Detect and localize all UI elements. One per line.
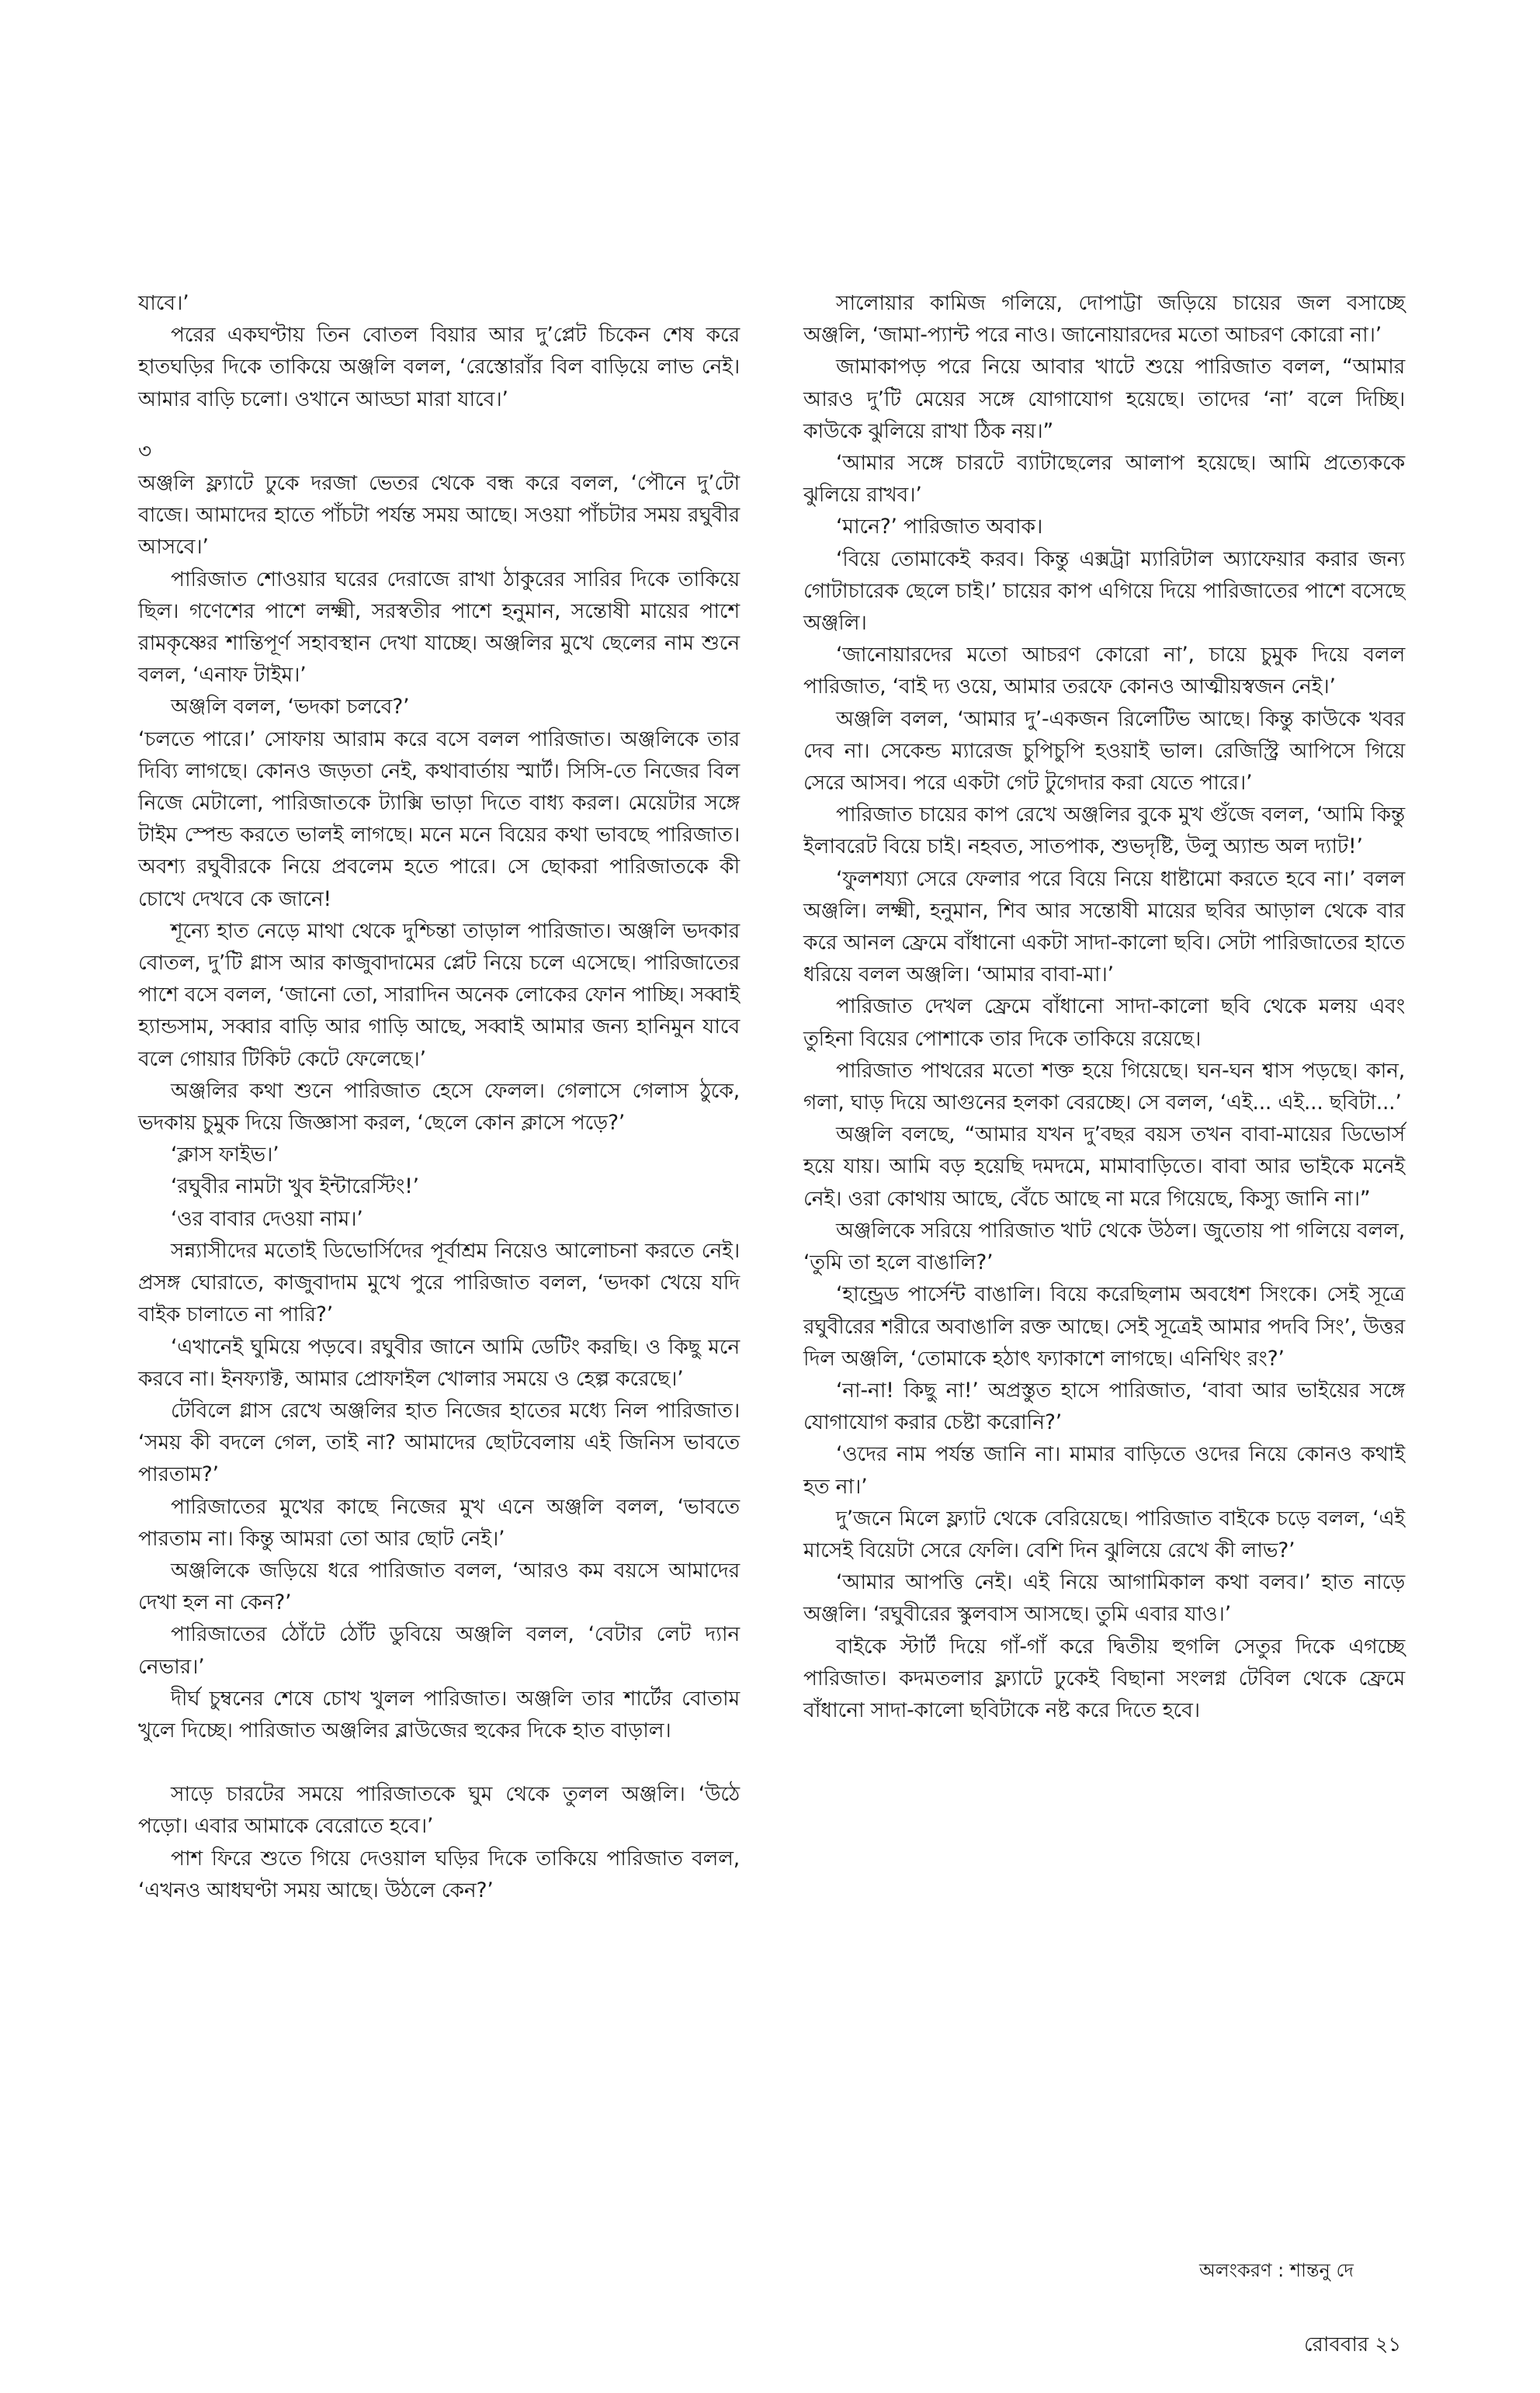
paragraph: ‘এখানেই ঘুমিয়ে পড়বে। রঘুবীর জানে আমি ডেটিং করছি। ও কিছু মনে করবে না। ইনফ্যাক্ট, আমার প্রোফাইল খোলার সময়ে ও হেল্প করেছে।’ xyxy=(138,1334,740,1391)
paragraph: শূন্যে হাত নেড়ে মাথা থেকে দুশ্চিন্তা তাড়াল পারিজাত। অঞ্জলি ভদকার বোতল, দু’টি গ্লাস আর কাজুবাদামের প্লেট নিয়ে চলে এসেছে। পারিজাতের পাশে বসে বলল, ‘জানো তো, সারাদিন অনেক লোকের ফোন পাচ্ছি। সব্বাই হ্যান্ডসাম, সব্বার বাড়ি আর গাড়ি আছে, সব্বাই আমার জন্য হানিমুন যাবে বলে গোয়ার টিকিট কেটে ফেলেছে।’ xyxy=(138,918,740,1071)
paragraph: ‘আমার আপত্তি নেই। এই নিয়ে আগামিকাল কথা বলব।’ হাত নাড়ে অঞ্জলি। ‘রঘুবীরের স্কুলবাস আসছে। তুমি এবার যাও।’ xyxy=(803,1570,1405,1627)
paragraph: পারিজাতের ঠোঁটে ঠোঁট ডুবিয়ে অঞ্জলি বলল, ‘বেটার লেট দ্যান নেভার।’ xyxy=(138,1622,740,1679)
paragraph: অঞ্জলির কথা শুনে পারিজাত হেসে ফেলল। গেলাসে গেলাস ঠুকে, ভদকায় চুমুক দিয়ে জিজ্ঞাসা করল, ‘ছেলে কোন ক্লাসে পড়ে?’ xyxy=(138,1078,740,1136)
paragraph: সন্ন্যাসীদের মতোই ডিভোর্সিদের পূর্বাশ্রম নিয়েও আলোচনা করতে নেই। প্রসঙ্গ ঘোরাতে, কাজুবাদাম মুখে পুরে পারিজাত বলল, ‘ভদকা খেয়ে যদি বাইক চালাতে না পারি?’ xyxy=(138,1238,740,1327)
paragraph: ‘না-না! কিছু না!’ অপ্রস্তুত হাসে পারিজাত, ‘বাবা আর ভাইয়ের সঙ্গে যোগাযোগ করার চেষ্টা করোনি?’ xyxy=(803,1378,1405,1435)
section-break xyxy=(138,1746,740,1778)
paragraph: বাইকে স্টার্ট দিয়ে গাঁ-গাঁ করে দ্বিতীয় হুগলি সেতুর দিকে এগচ্ছে পারিজাত। কদমতলার ফ্ল্যাটে ঢুকেই বিছানা সংলগ্ন টেবিল থেকে ফ্রেমে বাঁধানো সাদা-কালো ছবিটাকে নষ্ট করে দিতে হবে। xyxy=(803,1634,1405,1722)
paragraph: অঞ্জলি বলছে, “আমার যখন দু’বছর বয়স তখন বাবা-মায়ের ডিভোর্স হয়ে যায়। আমি বড় হয়েছি দমদমে, মামাবাড়িতে। বাবা আর ভাইকে মনেই নেই। ওরা কোথায় আছে, বেঁচে আছে না মরে গিয়েছে, কিস্যু জানি না।” xyxy=(803,1122,1405,1211)
paragraph: ‘জানোয়ারদের মতো আচরণ কোরো না’, চায়ে চুমুক দিয়ে বলল পারিজাত, ‘বাই দ্য ওয়ে, আমার তরফে কোনও আত্মীয়স্বজন নেই।’ xyxy=(803,643,1405,699)
story-column-right xyxy=(803,287,1405,1726)
paragraph: জামাকাপড় পরে নিয়ে আবার খাটে শুয়ে পারিজাত বলল, “আমার আরও দু’টি মেয়ের সঙ্গে যোগাযোগ হয়েছে। তাদের ‘না’ বলে দিচ্ছি। কাউকে ঝুলিয়ে রাখা ঠিক নয়।” xyxy=(803,355,1405,443)
paragraph: অঞ্জলি বলল, ‘ভদকা চলবে?’ xyxy=(171,695,410,720)
paragraph: দু’জনে মিলে ফ্ল্যাট থেকে বেরিয়েছে। পারিজাত বাইকে চড়ে বলল, ‘এই মাসেই বিয়েটা সেরে ফেলি। বেশি দিন ঝুলিয়ে রেখে কী লাভ?’ xyxy=(803,1506,1405,1562)
paragraph: পারিজাত চায়ের কাপ রেখে অঞ্জলির বুকে মুখ গুঁজে বলল, ‘আমি কিন্তু ইলাবরেট বিয়ে চাই। নহবত, সাতপাক, শুভদৃষ্টি, উলু অ্যান্ড অল দ্যাট!’ xyxy=(803,803,1405,859)
paragraph: টেবিলে গ্লাস রেখে অঞ্জলির হাত নিজের হাতের মধ্যে নিল পারিজাত। ‘সময় কী বদলে গেল, তাই না? আমাদের ছোটবেলায় এই জিনিস ভাবতে পারতাম?’ xyxy=(138,1398,740,1487)
paragraph: পরের একঘণ্টায় তিন বোতল বিয়ার আর দু’প্লেট চিকেন শেষ করে হাতঘড়ির দিকে তাকিয়ে অঞ্জলি বলল, ‘রেস্তোরাঁর বিল বাড়িয়ে লাভ নেই। আমার বাড়ি চলো। ওখানে আড্ডা মারা যাবে।’ xyxy=(138,323,740,411)
paragraph: দীর্ঘ চুম্বনের শেষে চোখ খুলল পারিজাত। অঞ্জলি তার শার্টের বোতাম খুলে দিচ্ছে। পারিজাত অঞ্জলির ব্লাউজের হুকের দিকে হাত বাড়াল। xyxy=(138,1686,740,1743)
paragraph: পারিজাত দেখল ফ্রেমে বাঁধানো সাদা-কালো ছবি থেকে মলয় এবং তুহিনা বিয়ের পোশাকে তার দিকে তাকিয়ে রয়েছে। xyxy=(803,994,1405,1051)
paragraph: পারিজাত শোওয়ার ঘরের দেরাজে রাখা ঠাকুরের সারির দিকে তাকিয়ে ছিল। গণেশের পাশে লক্ষ্মী, সরস্বতীর পাশে হনুমান, সন্তোষী মায়ের পাশে রামকৃষ্ণের শান্তিপূর্ণ সহাবস্থান দেখা যাচ্ছে। অঞ্জলির মুখে ছেলের নাম শুনে বলল, ‘এনাফ টাইম।’ xyxy=(138,567,740,688)
paragraph: ‘চলতে পারে।’ সোফায় আরাম করে বসে বলল পারিজাত। অঞ্জলিকে তার দিব্যি লাগছে। কোনও জড়তা নেই, কথাবার্তায় স্মার্ট। সিসি-তে নিজের বিল নিজে মেটালো, পারিজাতকে ট্যাক্সি ভাড়া দিতে বাধ্য করল। মেয়েটার সঙ্গে টাইম স্পেন্ড করতে ভালই লাগছে। মনে মনে বিয়ের কথা ভাবছে পারিজাত। অবশ্য রঘুবীরকে নিয়ে প্রবলেম হতে পারে। সে ছোকরা পারিজাতকে কী চোখে দেখবে কে জানে! xyxy=(138,727,740,911)
section-number: ৩ xyxy=(138,439,152,463)
paragraph: ‘মানে?’ পারিজাত অবাক। xyxy=(836,515,1043,539)
paragraph: সাড়ে চারটের সময়ে পারিজাতকে ঘুম থেকে তুলল অঞ্জলি। ‘উঠে পড়ো। এবার আমাকে বেরোতে হবে।’ xyxy=(138,1782,740,1839)
paragraph: অঞ্জলিকে সরিয়ে পারিজাত খাট থেকে উঠল। জুতোয় পা গলিয়ে বলল, ‘তুমি তা হলে বাঙালি?’ xyxy=(803,1218,1405,1275)
paragraph: সালোয়ার কামিজ গলিয়ে, দোপাট্টা জড়িয়ে চায়ের জল বসাচ্ছে অঞ্জলি, ‘জামা-প্যান্ট পরে নাও। জানোয়ারদের মতো আচরণ কোরো না।’ xyxy=(803,291,1405,348)
paragraph: ‘আমার সঙ্গে চারটে ব্যাটাছেলের আলাপ হয়েছে। আমি প্রত্যেককে ঝুলিয়ে রাখব।’ xyxy=(803,451,1405,508)
page-footer: রোববার ২১ xyxy=(1304,2333,1402,2357)
paragraph: ‘হান্ড্রেড পার্সেন্ট বাঙালি। বিয়ে করেছিলাম অবধেশ সিংকে। সেই সূত্রে রঘুবীরের শরীরে অবাঙালি রক্ত আছে। সেই সূত্রেই আমার পদবি সিং’, উত্তর দিল অঞ্জলি, ‘তোমাকে হঠাৎ ফ্যাকাশে লাগছে। এনিথিং রং?’ xyxy=(803,1282,1405,1371)
illustration-credit: অলংকরণ : শান্তনু দে xyxy=(1199,2259,1354,2281)
story-column-left xyxy=(138,287,740,1906)
paragraph: ‘বিয়ে তোমাকেই করব। কিন্তু এক্সট্রা ম্যারিটাল অ্যাফেয়ার করার জন্য গোটাচারেক ছেলে চাই।’ চায়ের কাপ এগিয়ে দিয়ে পারিজাতের পাশে বসেছে অঞ্জলি। xyxy=(803,546,1405,636)
paragraph: ‘ওর বাবার দেওয়া নাম।’ xyxy=(171,1206,363,1231)
paragraph: অঞ্জলি ফ্ল্যাটে ঢুকে দরজা ভেতর থেকে বন্ধ করে বলল, ‘পৌনে দু’টো বাজে। আমাদের হাতে পাঁচটা পর্যন্ত সময় আছে। সওয়া পাঁচটার সময় রঘুবীর আসবে।’ xyxy=(138,471,740,560)
paragraph: অঞ্জলিকে জড়িয়ে ধরে পারিজাত বলল, ‘আরও কম বয়সে আমাদের দেখা হল না কেন?’ xyxy=(138,1558,740,1615)
paragraph: ‘রঘুবীর নামটা খুব ইন্টারেস্টিং!’ xyxy=(171,1174,419,1199)
paragraph: যাবে।’ xyxy=(138,291,189,315)
paragraph: পাশ ফিরে শুতে গিয়ে দেওয়াল ঘড়ির দিকে তাকিয়ে পারিজাত বলল, ‘এখনও আধঘণ্টা সময় আছে। উঠলে কেন?’ xyxy=(138,1846,740,1902)
paragraph: পারিজাতের মুখের কাছে নিজের মুখ এনে অঞ্জলি বলল, ‘ভাবতে পারতাম না। কিন্তু আমরা তো আর ছোট নেই।’ xyxy=(138,1494,740,1551)
paragraph: অঞ্জলি বলল, ‘আমার দু’-একজন রিলেটিভ আছে। কিন্তু কাউকে খবর দেব না। সেকেন্ড ম্যারেজ চুপিচুপি হওয়াই ভাল। রেজিস্ট্রি আপিসে গিয়ে সেরে আসব। পরে একটা গেট টুগেদার করা যেতে পারে।’ xyxy=(803,706,1405,796)
paragraph: ‘ওদের নাম পর্যন্ত জানি না। মামার বাড়িতে ওদের নিয়ে কোনও কথাই হত না।’ xyxy=(803,1442,1405,1499)
paragraph: পারিজাত পাথরের মতো শক্ত হয়ে গিয়েছে। ঘন-ঘন শ্বাস পড়ছে। কান, গলা, ঘাড় দিয়ে আগুনের হলকা বেরচ্ছে। সে বলল, ‘এই... এই... ছবিটা...’ xyxy=(803,1058,1405,1115)
paragraph: ‘ক্লাস ফাইভ।’ xyxy=(171,1143,279,1167)
paragraph: ‘ফুলশয্যা সেরে ফেলার পরে বিয়ে নিয়ে ধাষ্টামো করতে হবে না।’ বলল অঞ্জলি। লক্ষ্মী, হনুমান, শিব আর সন্তোষী মায়ের ছবির আড়াল থেকে বার করে আনল ফ্রেমে বাঁধানো একটা সাদা-কালো ছবি। সেটা পারিজাতের হাতে ধরিয়ে বলল অঞ্জলি। ‘আমার বাবা-মা।’ xyxy=(803,866,1405,987)
